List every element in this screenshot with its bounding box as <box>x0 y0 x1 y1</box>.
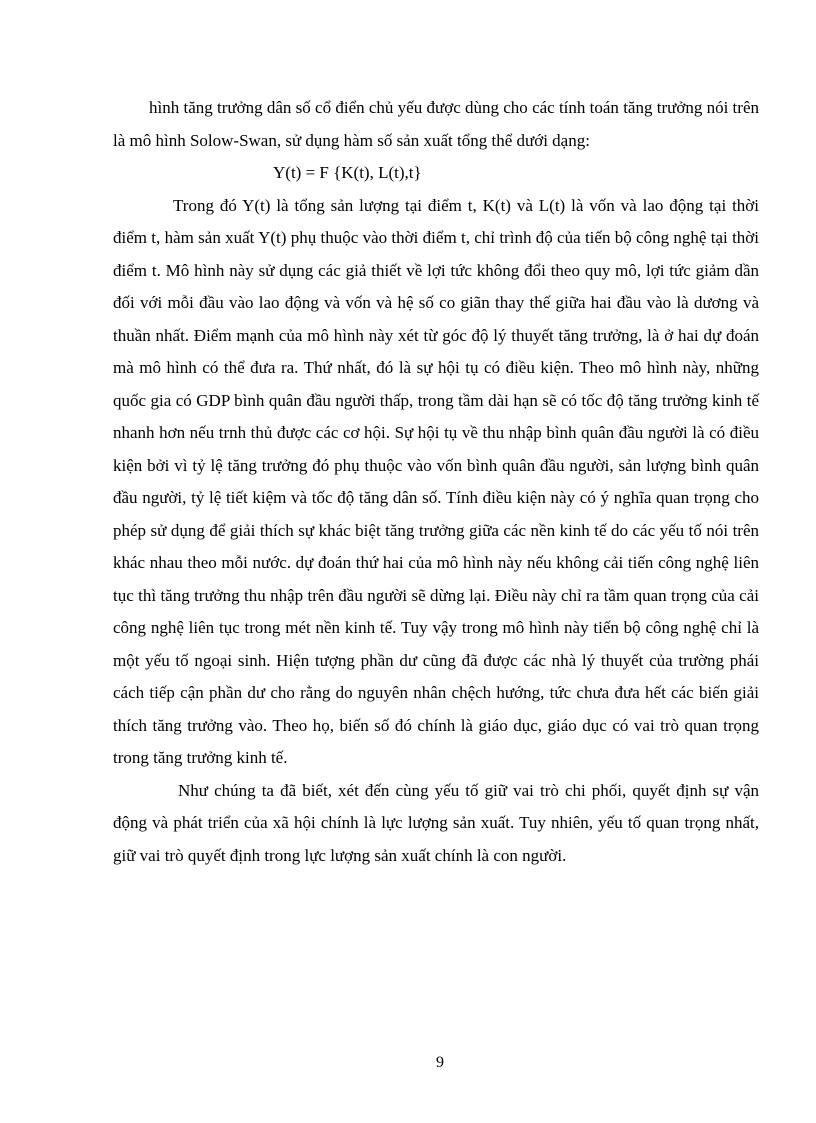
paragraph-production-forces: Như chúng ta đã biết, xét đến cùng yếu tố giữ vai trò chi phối, quyết định sự vận động và phát triển của xã hội chính là lực lượng sản xuất. Tuy nhiên, yếu tố quan trọng nhất, giữ vai trò quyết định trong lực lượng sản xuất chính là con người. <box>113 780 759 865</box>
production-function-formula: Y(t) = F {K(t), L(t),t} <box>273 163 422 182</box>
paragraph-model-explanation: Trong đó Y(t) là tổng sản lượng tại điểm t, K(t) và L(t) là vốn và lao động tại thời điểm t, hàm sản xuất Y(t) phụ thuộc vào thời điểm t, chỉ trình độ của tiến bộ công nghệ tại thời điểm t. Mô hình này sử dụng các giả thiết về lợi tức không đổi theo quy mô, lợi tức giảm dần đối với mỗi đầu vào lao động và vốn và hệ số co giãn thay thế giữa hai đầu vào là dương và thuần nhất. Điểm mạnh của mô hình này xét từ góc độ lý thuyết tăng trưởng, là ở hai dự đoán mà mô hình có thể đưa ra. Thứ nhất, đó là sự hội tụ có điều kiện. Theo mô hình này, những quốc gia có GDP bình quân đầu người thấp, trong tầm dài hạn sẽ có tốc độ tăng trưởng kinh tế nhanh hơn nếu trnh thủ được các cơ hội. Sự hội tụ về thu nhập bình quân đầu người là có điều kiện bởi vì tỷ lệ tăng trưởng đó phụ thuộc vào vốn bình quân đầu người, sản lượng bình quân đầu người, tỷ lệ tiết kiệm và tốc độ tăng dân số. Tính điều kiện này có ý nghĩa quan trọng cho phép sử dụng để giải thích sự khác biệt tăng trưởng giữa các nền kinh tế do các yếu tố nói trên khác nhau theo mỗi nước. dự đoán thứ hai của mô hình này nếu không cải tiến công nghệ liên tục thì tăng trưởng thu nhập trên đầu người sẽ dừng lại. Điều này chỉ ra tầm quan trọng của cải công nghệ liên tục trong mét nền kinh tế. Tuy vậy trong mô hình này tiến bộ công nghệ chỉ là một yếu tố ngoại sinh. Hiện tượng phần dư cũng đã được các nhà lý thuyết của trường phái cách tiếp cận phần dư cho rằng do nguyên nhân chệch hướng, tức chưa đưa hết các biến giải thích tăng trưởng vào. Theo họ, biến số đó chính là giáo dục, giáo dục có vai trò quan trọng trong tăng trưởng kinh tế. <box>113 195 759 767</box>
page-body <box>113 92 759 872</box>
page-number: 9 <box>436 1054 444 1071</box>
paragraph-solow-intro: hình tăng trưởng dân số cổ điển chủ yếu được dùng cho các tính toán tăng trưởng nói trên là mô hình Solow-Swan, sử dụng hàm số sản xuất tổng thể dưới dạng: <box>113 98 759 150</box>
